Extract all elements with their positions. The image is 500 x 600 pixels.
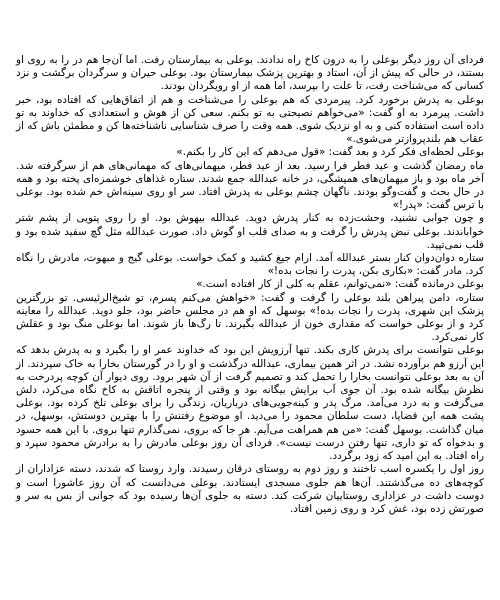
paragraph-2: بوعلی به پدرش برخورد کرد. پیرمردی که هم بوعلی را می‌شناخت و هم از اتفاق‌هایی که افتاده بود، خبر داشت. پیرمرد به او گفت: «می‌خواهم نصیحتی به تو بکنم. سعی کن از هوش و استعدادی که خداوند به تو داده است استفاده کنی و به او نزدیک شوی. همه وقت را صرف شناسایی ناشناخته‌ها کن و مطمئن باش که از عقاب هم بلندپروازتر می‌شوی.» <box>16 93 484 146</box>
paragraph-4: ماه رمضان گذشت و عید فطر فرا رسید. بعد از عید فطر، میهمانی‌های که مهمانی‌های هم از سرگرفته شد. آخر ماه بود و باز میهمان‌های همیشگی، در خانه عبدالله جمع شدند. ستاره غذاهای خوشمزه‌ای پخته بود و همه در حال بحث و گفت‌وگو بودند. ناگهان چشم بوعلی به پدرش افتاد. سر او روی سینه‌اش خم شده بود. بوعلی با ترس گفت: «پدر!» <box>16 159 484 212</box>
paragraph-10: روز اول را یکسره اسب تاختند و روز دوم به روستای درقان رسیدند. وارد روستا که شدند، دسته عزاداران از کوچه‌های ده می‌گذشتند. آن‌ها هم جلوی مسجدی ایستادند. بوعلی می‌دانست که آن روز عاشورا است و دوست داشت در عزاداری روستاییان شرکت کند. دسته به جلوی آن‌ها رسیده بود که جوانی از بس به سر و صورتش زده بود، غش کرد و روی زمین افتاد. <box>16 463 484 515</box>
paragraph-1: فردای آن روز دیگر بوعلی را به درون کاخ راه ندادند. بوعلی به بیمارستان رفت. اما آن‌جا هم در را به روی او بستند، در حالی که پیش از آن، استاد و بهترین پزشک بیمارستان بود. بوعلی حیران و سرگردان برگشت و نزد کسانی که می‌شناخت رفت، تا علت را بپرسد، اما همه از او رویگردان بودند. <box>16 54 484 93</box>
paragraph-3: بوعلی لحظه‌ای فکر کرد و بعد گفت: «قول می‌دهم که این کار را بکنم.» <box>176 146 484 159</box>
paragraph-7: بوعلی درمانده گفت: «نمی‌توانم، عقلم به کلی از کار افتاده است.» <box>196 278 484 291</box>
paragraph-6: ستاره دوان‌دوان کنار بستر عبدالله آمد. ارام جیغ کشید و کمک خواست. بوعلی گیج و مبهوت، مادرش را نگاه کرد. مادر گفت: «بکاری بکن، پدرت را نجات بده!» <box>16 252 484 278</box>
paragraph-9: بوعلی نتوانست برای پدرش کاری بکند. تنها آرزویش این بود که خداوند عمر او را بگیرد و به پدرش بدهد که این آرزو هم برآورده نشد. در اثر همین بیماری، عبدالله درگذشت و او را در گورستان بخارا به خاک سپردند. از آن به بعد بوعلی نتوانست بخارا را تحمل کند و تصمیم گرفت از آن شهر برود. روی دیوار آن کوچه پردرخت به نظرش بیگانه شده بود. آن جوی آب برایش بیگانه بود و وقتی از پنجره اتاقش به کاخ نگاه می‌کرد، دلش می‌گرفت و به درد می‌آمد. مرگ پدر و کینه‌جویی‌های درباریان، زندگی را برای بوعلی تلخ کرده بود. بوعلی پشت همه این قضایا، دست سلطان محمود را می‌دید. او موضوع رفتنش را با بهترین دوستش، بوسهل، در میان گذاشت. بوسهل گفت: «من هم همراهت می‌آیم. هر جا که بروی، نمی‌گذارم تنها بروی. با این همه حسود و بدخواه که تو داری، تنها رفتن درست نیست». فردای آن روز بوعلی مادرش را به برادرش محمود سپرد و راه افتاد. به این امید که زود برگردد. <box>16 344 484 463</box>
paragraph-5: و چون جوابی نشنید، وحشت‌زده به کنار پدرش دوید. عبدالله بیهوش بود. او را روی پتویی از پشم شتر خواباندند. بوعلی نبض پدرش را گرفت و به صدای قلب او گوش داد. صورت عبدالله مثل گچ سفید شده بود و قلب نمی‌تپید. <box>16 212 484 251</box>
story-text <box>16 54 484 516</box>
paragraph-8: ستاره، دامن پیراهن بلند بوعلی را گرفت و گفت: «خواهش می‌کنم پسرم، تو شیخ‌الرئیسی. تو بزرگترین پزشک این شهری، پدرت را نجات بده!» بوسهل که او هم در مجلس حاضر بود، جلو دوید. عبدالله را معاینه کرد و از بوعلی خواست که مقداری خون از عبدالله بگیرند. تا رگ‌ها باز شوند. اما بوعلی منگ بود و عقلش کار نمی‌کرد. <box>16 291 484 344</box>
